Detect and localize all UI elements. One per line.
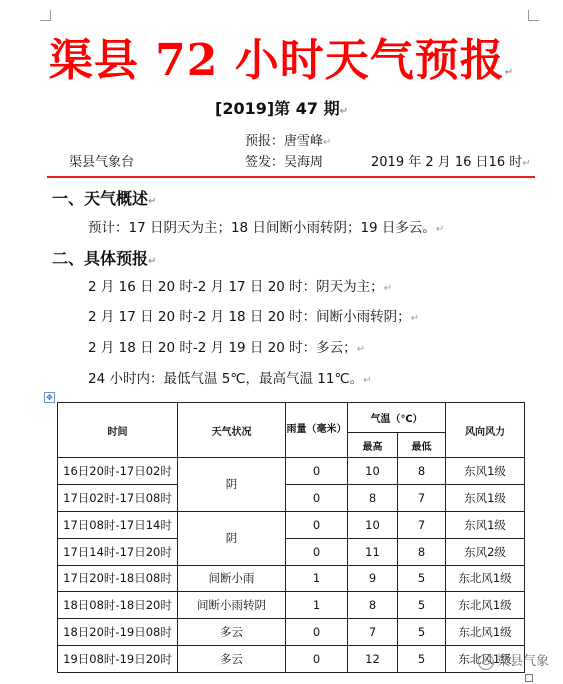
cell-time: 17日08时-17日14时 [58, 511, 178, 538]
table-row [58, 484, 525, 511]
cell-wind: 东北风1级 [446, 565, 525, 592]
signer: 签发：吴海周 [245, 155, 324, 170]
header-temp-min: 最低 [398, 433, 446, 458]
table-row [58, 511, 525, 538]
cell-wind: 东风1级 [446, 511, 525, 538]
cell-weather: 阴 [178, 458, 286, 512]
header-rain: 雨量（毫米） [286, 403, 348, 458]
issue-date: 2019 年 2 月 16 日16 时↵ [371, 155, 531, 170]
section-heading-overview: 一、天气概述↵ [52, 189, 157, 208]
cell-wind: 东风2级 [446, 538, 525, 565]
page-corner-mark-left [40, 10, 51, 21]
cell-weather: 间断小雨 [178, 565, 286, 592]
header-temp: 气温（℃） [348, 403, 446, 433]
cell-wind: 东北风1级 [446, 646, 525, 673]
cell-weather: 阴 [178, 511, 286, 565]
red-divider-rule [47, 176, 535, 178]
overview-text: 预计：17 日阴天为主；18 日间断小雨转阴；19 日多云。↵ [88, 220, 445, 236]
temperature-summary: 24 小时内：最低气温 5℃，最高气温 11℃。↵ [88, 371, 372, 387]
table-row [58, 646, 525, 673]
document-title: 渠县 72 小时天气预报↵ [48, 35, 515, 86]
issue-number: [2019]第 47 期↵ [215, 99, 348, 118]
cell-rain: 0 [286, 538, 348, 565]
cell-max: 10 [348, 458, 398, 485]
cell-rain: 0 [286, 458, 348, 485]
wechat-icon [478, 654, 494, 670]
table-resize-handle[interactable] [525, 674, 533, 682]
cell-min: 5 [398, 565, 446, 592]
table-row [58, 592, 525, 619]
header-temp-max: 最高 [348, 433, 398, 458]
cell-time: 17日02时-17日08时 [58, 484, 178, 511]
cell-rain: 0 [286, 646, 348, 673]
cell-rain: 1 [286, 592, 348, 619]
cell-max: 9 [348, 565, 398, 592]
cell-max: 12 [348, 646, 398, 673]
cell-time: 18日08时-18日20时 [58, 592, 178, 619]
cell-time: 16日20时-17日02时 [58, 458, 178, 485]
header-time: 时间 [58, 403, 178, 458]
watermark-text: 渠县气象 [497, 654, 550, 669]
cell-weather: 多云 [178, 646, 286, 673]
cell-max: 7 [348, 619, 398, 646]
cell-rain: 0 [286, 484, 348, 511]
table-row [58, 619, 525, 646]
header-weather: 天气状况 [178, 403, 286, 458]
forecast-table [57, 402, 525, 673]
cell-wind: 东风1级 [446, 458, 525, 485]
page-corner-mark-right [528, 10, 539, 21]
cell-wind: 东北风1级 [446, 592, 525, 619]
cell-min: 5 [398, 646, 446, 673]
cell-wind: 东北风1级 [446, 619, 525, 646]
cell-max: 10 [348, 511, 398, 538]
cell-min: 5 [398, 592, 446, 619]
table-row [58, 538, 525, 565]
forecast-line: 2 月 18 日 20 时-2 月 19 日 20 时：多云；↵ [88, 340, 366, 356]
cell-rain: 0 [286, 511, 348, 538]
paragraph-mark-icon: ↵ [504, 67, 515, 78]
cell-rain: 1 [286, 565, 348, 592]
cell-weather: 多云 [178, 619, 286, 646]
section-heading-detail: 二、具体预报↵ [52, 249, 157, 268]
cell-time: 17日20时-18日08时 [58, 565, 178, 592]
cell-min: 5 [398, 619, 446, 646]
cell-min: 7 [398, 511, 446, 538]
forecast-line: 2 月 16 日 20 时-2 月 17 日 20 时：阴天为主；↵ [88, 279, 393, 295]
forecaster: 预报：唐雪峰↵ [245, 134, 332, 149]
header-wind: 风向风力 [446, 403, 525, 458]
cell-max: 8 [348, 592, 398, 619]
station-name: 渠县气象台 [69, 155, 135, 170]
move-icon[interactable]: ✥ [44, 392, 55, 403]
forecast-line: 2 月 17 日 20 时-2 月 18 日 20 时：间断小雨转阴；↵ [88, 309, 420, 325]
cell-wind: 东风1级 [446, 484, 525, 511]
cell-min: 8 [398, 538, 446, 565]
cell-min: 8 [398, 458, 446, 485]
cell-weather: 间断小雨转阴 [178, 592, 286, 619]
cell-time: 19日08时-19日20时 [58, 646, 178, 673]
cell-time: 18日20时-19日08时 [58, 619, 178, 646]
cell-rain: 0 [286, 619, 348, 646]
cell-max: 8 [348, 484, 398, 511]
watermark [478, 650, 549, 670]
cell-max: 11 [348, 538, 398, 565]
cell-min: 7 [398, 484, 446, 511]
table-row [58, 565, 525, 592]
cell-time: 17日14时-17日20时 [58, 538, 178, 565]
table-row [58, 458, 525, 485]
